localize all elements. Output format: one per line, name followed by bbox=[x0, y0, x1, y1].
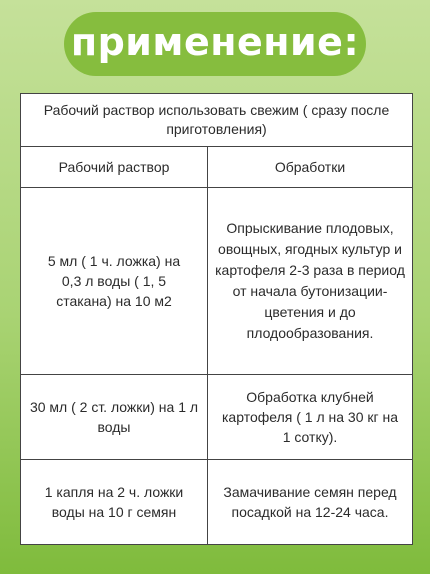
solution-cell: 30 мл ( 2 ст. ложки) на 1 л воды bbox=[21, 375, 208, 460]
usage-table bbox=[20, 93, 413, 545]
title-banner bbox=[64, 12, 366, 76]
treatment-cell: Опрыскивание плодовых, овощных, ягодных культур и картофеля 2-3 раза в период от начала бутонизации-цветения и до плодообразования. bbox=[208, 188, 413, 375]
solution-cell: 1 капля на 2 ч. ложки воды на 10 г семян bbox=[21, 460, 208, 545]
treatment-cell: Замачивание семян перед посадкой на 12-24 часа. bbox=[208, 460, 413, 545]
solution-cell: 5 мл ( 1 ч. ложка) на 0,3 л воды ( 1, 5 стакана) на 10 м2 bbox=[21, 188, 208, 375]
page-title: применение: bbox=[70, 20, 360, 64]
header-solution: Рабочий раствор bbox=[21, 147, 208, 188]
treatment-cell: Обработка клубней картофеля ( 1 л на 30 кг на 1 сотку). bbox=[208, 375, 413, 460]
table-intro-row bbox=[21, 94, 413, 147]
header-treatment: Обработки bbox=[208, 147, 413, 188]
table-row bbox=[21, 460, 413, 545]
table-row bbox=[21, 188, 413, 375]
table-row bbox=[21, 375, 413, 460]
table-header-row bbox=[21, 147, 413, 188]
table-intro: Рабочий раствор использовать свежим ( сразу после приготовления) bbox=[21, 94, 413, 147]
